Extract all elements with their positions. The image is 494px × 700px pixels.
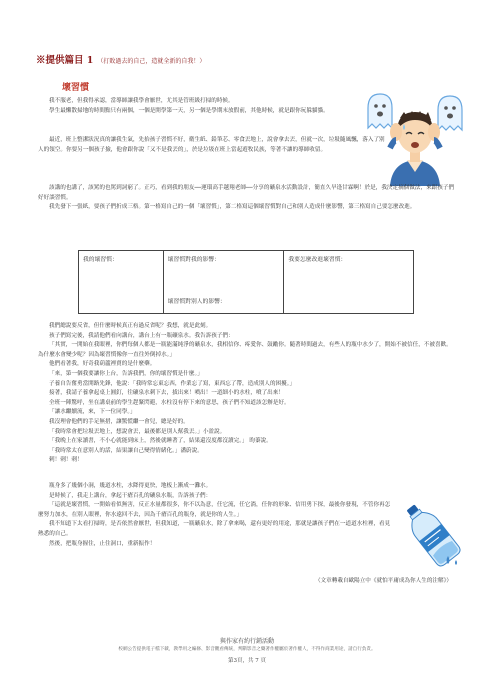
table-cell-my-habit: 我的壞習慣： [79, 251, 164, 314]
paragraph: 我不知道下太看打掃時，是否依然會厭世，但我知道，一瓶礦泉水，除了拿來喝，還有更好的用途，那就是讓孩子們在一道道水柱裡，看見熱悉的自己。 [38, 521, 391, 537]
ghost-right-icon [438, 96, 462, 130]
effect-on-me-label: 壞習慣對我的影響： [167, 257, 220, 263]
ghost-left-icon [368, 94, 392, 128]
paragraph: 「我時常會把垃圾丟地上，想說會丟，最後都是別人幫我丟。」小盈說。 [49, 428, 226, 435]
paragraph: 「其實，一開始在我眼裡，你們每個人都是一瓶能滿純淨的礦泉水，我相信你、疼愛你、鼓勵你。隨著時間過去，有些人的瓶中水少了，開始不被信任，不被喜歡。 為什麼水會變少呢？因為壞習慣像你一直往外倒掉水。」 [38, 342, 452, 358]
paragraph: 「這就是壞習慣，一開始看似無害，反正水量都很多，你不以為意，任它流，任它淌，任你的形象、信用勇下探，最後你發現，不管你再怎麼努力加水，在別人眼裡，你水遠回不去，因為千瘡百孔的瓶身，就是你的人生。」 [38, 502, 391, 518]
paragraph: 瓶身多了幾個小洞，幾道水柱，水降得更快，地板上漸成一灘水。 [49, 483, 212, 489]
effect-on-others-label: 壞習慣對別人的影響： [167, 299, 226, 305]
paragraph: 孩子們寫完後，我請他們看向講台，講台上有一瓶礦泉水。我告訴孩子們： [49, 332, 234, 339]
paragraph: 全班一陣驚呼，坐在講桌前的學生趕緊閃避，水柱沒有停下來的意思，孩子們不知道該怎辦是好。 [49, 399, 290, 406]
paragraph: 剌！剌！剌！ [49, 457, 83, 464]
paragraph: 最近，班上整潔狀況真的讓我生氣，先抬孩子習慣不好，衛生紙、鉛筆芯、零食丟地上，說會拿去丟，但就一次，垃圾隨風飄，落入了別人的領空。你要另一個孩子撿，他會跟你說「又不是我丟的」，於是垃圾在班上當起遊牧民族，等著不讓的導師收留。 [38, 137, 385, 153]
table-cell-improvement: 我要怎麼改進壞習慣： [284, 251, 414, 314]
paragraph: 我不服老，但我得承認，當導師讓我學會厭世，尤其是管班級打掃的時候。 [49, 98, 234, 104]
article-body-top [38, 136, 388, 155]
article-title: 壞習慣 [62, 83, 90, 93]
paragraph: 「我時常太在意別人的話，結果讓自己變得情緒化。」潘蔚說。 [49, 447, 203, 454]
section-subtitle: （打敗過去的自己，造就全新的自我！） [97, 58, 206, 65]
article-intro [38, 97, 338, 116]
water-bottle-illustration [400, 498, 464, 572]
article-body-ending [38, 482, 394, 549]
paragraph: 子養自告奮勇當開路先鋒，他說：「我時常忘東忘西，作業忘了寫，東西忘了帶，造成別人的困擾。」 [49, 380, 296, 387]
paragraph: 「我晚上在家讀書，不小心就能到床上，然後就睡著了，結果還沒度都沒讀完。」 昀蓁說。 [49, 438, 272, 445]
footer-title: 與作家有約行銷活動 [219, 638, 274, 645]
page-number: 第3頁，共 7 頁 [228, 658, 266, 664]
paragraph: 接著，我請子養拿起桌上圓釘，往礦泉水刺下去，拔出來！噴出！一道細小的水柱，噴了出來！ [49, 390, 284, 397]
paragraph: 我先發下一張紙，要孩子們折成三格。第一格寫自己的一個「壞習慣」，第二格寫這個壞習慣對自己和別人造成什麼影響，第三格寫自己要怎麼改進。 [49, 204, 416, 211]
habit-worksheet-table [78, 250, 414, 314]
paragraph: 我們總說要反省，但什麼時候真正有過反省呢？我想，就是此刻。 [49, 323, 212, 329]
paragraph: 「來，第一個我要讓你上台，告訴我們，你的壞習慣是什麼。」 [49, 370, 203, 377]
paragraph: 我沒理會他們的手足無措，讓驚慌繼一會兒，總是好的。 [49, 418, 189, 425]
paragraph: 「讓水繼續流，來，下一位同學。」 [49, 409, 136, 416]
paragraph: 該講的也講了，該罵的也罵到詞窮了。正巧，看到我的朋友──運環高手越翔老師──分享的礦泉水活動設計，簡直久旱逢甘霖啊！於是，我決定摘個做法，來跟孩子們好好談習慣。 [38, 185, 455, 201]
paragraph: 是時候了，我走上講台，拿起干瘡百孔的礦泉水瓶，告訴孩子們： [49, 492, 212, 499]
source-citation: （文章轉載自歐陽立中《就怕平庸成為你人生的注解》） [314, 578, 452, 584]
paragraph: 他們看著我，好奇我葫蘆裡賣的是什麼藥。 [49, 361, 156, 368]
section-heading [36, 52, 205, 66]
section-label: ※提供篇目 1 [36, 55, 94, 66]
table-cell-effects [163, 251, 284, 314]
footer-note: 校網公告提供電子檔下載，教學用之編修、影音觀看傳統，判斷影音之藥著作權屬於著作權人，不得作商業用途，請自行負責。 [118, 647, 376, 652]
article-body-bottom [38, 322, 458, 466]
paragraph: 學生最懶散掃地的時間點只有兩個，一個是開學第一天，另一個是學期末放假前，其他時候，就是跟你玩躲貓貓。 [49, 107, 329, 114]
article-body-top-2 [38, 184, 458, 213]
paragraph: 然後，把瓶身握住，止住洞口，重新振作！ [49, 540, 156, 547]
